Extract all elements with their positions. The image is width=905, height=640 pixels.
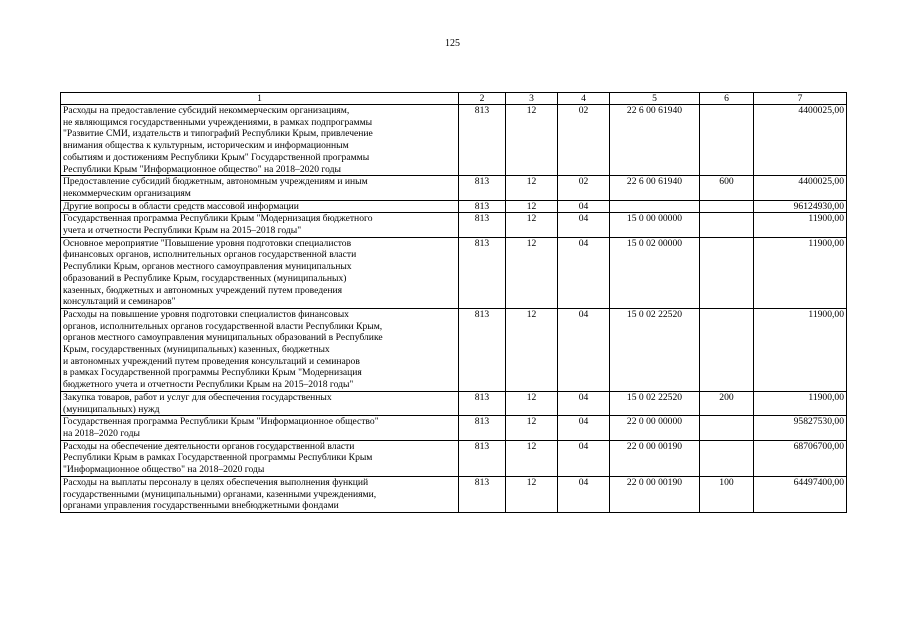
- row-name: Расходы на предоставление субсидий некоммерческим организациям, не являющимся государственными учреждениями, в рамках подпрограммы "Развитие СМИ, издательств и типографий Республики Крым, привлечение внимания общества к культурным, историческим и информационным событиям и достижениям Республики Крым" Государственной программы Республики Крым "Информационное общество" на 2018–2020 годы: [61, 105, 459, 176]
- row-expense-type: 600: [700, 176, 754, 200]
- row-target-article: 22 0 00 00190: [610, 476, 700, 512]
- table-row: [61, 237, 847, 308]
- header-col-4: 4: [558, 93, 610, 105]
- row-target-article: 15 0 02 22520: [610, 308, 700, 391]
- row-subsection: 02: [558, 105, 610, 176]
- page-number: 125: [445, 38, 460, 49]
- row-amount: 11900,00: [754, 213, 847, 237]
- row-name: Расходы на обеспечение деятельности органов государственной власти Республики Крым в рамках Государственной программы Республики Крым "Информационное общество" на 2018–2020 годы: [61, 440, 459, 476]
- row-name: Расходы на повышение уровня подготовки специалистов финансовых органов, исполнительных органов государственной власти Республики Крым, органов местного самоуправления муниципальных образований в Республике Крым, государственных (муниципальных) казенных, бюджетных и автономных учреждений путем проведения консультаций и семинаров в рамках Государственной программы Республики Крым "Модернизация бюджетного учета и отчетности Республики Крым на 2015–2018 годы": [61, 308, 459, 391]
- row-expense-type: [700, 308, 754, 391]
- row-expense-type: [700, 237, 754, 308]
- row-target-article: [610, 200, 700, 213]
- row-subsection: 04: [558, 213, 610, 237]
- row-section: 12: [506, 213, 558, 237]
- row-expense-type: [700, 440, 754, 476]
- row-grbs: 813: [459, 213, 506, 237]
- row-grbs: 813: [459, 416, 506, 440]
- header-col-1: 1: [61, 93, 459, 105]
- row-expense-type: [700, 200, 754, 213]
- table-row: [61, 308, 847, 391]
- row-target-article: 22 0 00 00000: [610, 416, 700, 440]
- row-subsection: 04: [558, 308, 610, 391]
- row-subsection: 04: [558, 237, 610, 308]
- row-grbs: 813: [459, 440, 506, 476]
- table-row: [61, 440, 847, 476]
- row-target-article: 22 0 00 00190: [610, 440, 700, 476]
- budget-table: [60, 92, 847, 513]
- row-target-article: 15 0 00 00000: [610, 213, 700, 237]
- row-target-article: 22 6 00 61940: [610, 105, 700, 176]
- row-section: 12: [506, 308, 558, 391]
- row-grbs: 813: [459, 176, 506, 200]
- row-amount: 4400025,00: [754, 176, 847, 200]
- table-row: [61, 391, 847, 415]
- table-row: [61, 476, 847, 512]
- row-grbs: 813: [459, 308, 506, 391]
- row-subsection: 04: [558, 440, 610, 476]
- row-amount: 64497400,00: [754, 476, 847, 512]
- row-subsection: 02: [558, 176, 610, 200]
- row-section: 12: [506, 440, 558, 476]
- row-target-article: 22 6 00 61940: [610, 176, 700, 200]
- row-name: Основное мероприятие "Повышение уровня подготовки специалистов финансовых органов, исполнительных органов государственной власти Республики Крым, органов местного самоуправления муниципальных образований в Республике Крым, государственных (муниципальных) казенных, бюджетных и автономных учреждений путем проведения консультаций и семинаров": [61, 237, 459, 308]
- row-subsection: 04: [558, 476, 610, 512]
- table-row: [61, 416, 847, 440]
- row-amount: 11900,00: [754, 237, 847, 308]
- row-section: 12: [506, 200, 558, 213]
- row-section: 12: [506, 176, 558, 200]
- header-col-7: 7: [754, 93, 847, 105]
- row-subsection: 04: [558, 391, 610, 415]
- row-amount: 11900,00: [754, 308, 847, 391]
- row-target-article: 15 0 02 22520: [610, 391, 700, 415]
- row-section: 12: [506, 391, 558, 415]
- row-expense-type: [700, 416, 754, 440]
- row-section: 12: [506, 476, 558, 512]
- row-expense-type: [700, 105, 754, 176]
- row-grbs: 813: [459, 200, 506, 213]
- row-amount: 95827530,00: [754, 416, 847, 440]
- row-name: Другие вопросы в области средств массовой информации: [61, 200, 459, 213]
- table-header-row: [61, 93, 847, 105]
- row-name: Государственная программа Республики Крым "Модернизация бюджетного учета и отчетности Республики Крым на 2015–2018 годы": [61, 213, 459, 237]
- row-section: 12: [506, 105, 558, 176]
- row-grbs: 813: [459, 391, 506, 415]
- row-section: 12: [506, 237, 558, 308]
- header-col-2: 2: [459, 93, 506, 105]
- table-row: [61, 213, 847, 237]
- row-subsection: 04: [558, 200, 610, 213]
- row-subsection: 04: [558, 416, 610, 440]
- header-col-3: 3: [506, 93, 558, 105]
- row-grbs: 813: [459, 476, 506, 512]
- row-expense-type: 200: [700, 391, 754, 415]
- header-col-5: 5: [610, 93, 700, 105]
- row-name: Закупка товаров, работ и услуг для обеспечения государственных (муниципальных) нужд: [61, 391, 459, 415]
- row-amount: 4400025,00: [754, 105, 847, 176]
- row-expense-type: 100: [700, 476, 754, 512]
- row-grbs: 813: [459, 105, 506, 176]
- row-amount: 68706700,00: [754, 440, 847, 476]
- row-section: 12: [506, 416, 558, 440]
- row-expense-type: [700, 213, 754, 237]
- header-col-6: 6: [700, 93, 754, 105]
- row-grbs: 813: [459, 237, 506, 308]
- row-name: Расходы на выплаты персоналу в целях обеспечения выполнения функций государственными (муниципальными) органами, казенными учреждениями, органами управления государственными внебюджетными фондами: [61, 476, 459, 512]
- row-name: Предоставление субсидий бюджетным, автономным учреждениям и иным некоммерческим организациям: [61, 176, 459, 200]
- table-row: [61, 105, 847, 176]
- row-amount: 11900,00: [754, 391, 847, 415]
- row-name: Государственная программа Республики Крым "Информационное общество" на 2018–2020 годы: [61, 416, 459, 440]
- table-row: [61, 200, 847, 213]
- row-amount: 96124930,00: [754, 200, 847, 213]
- table-row: [61, 176, 847, 200]
- row-target-article: 15 0 02 00000: [610, 237, 700, 308]
